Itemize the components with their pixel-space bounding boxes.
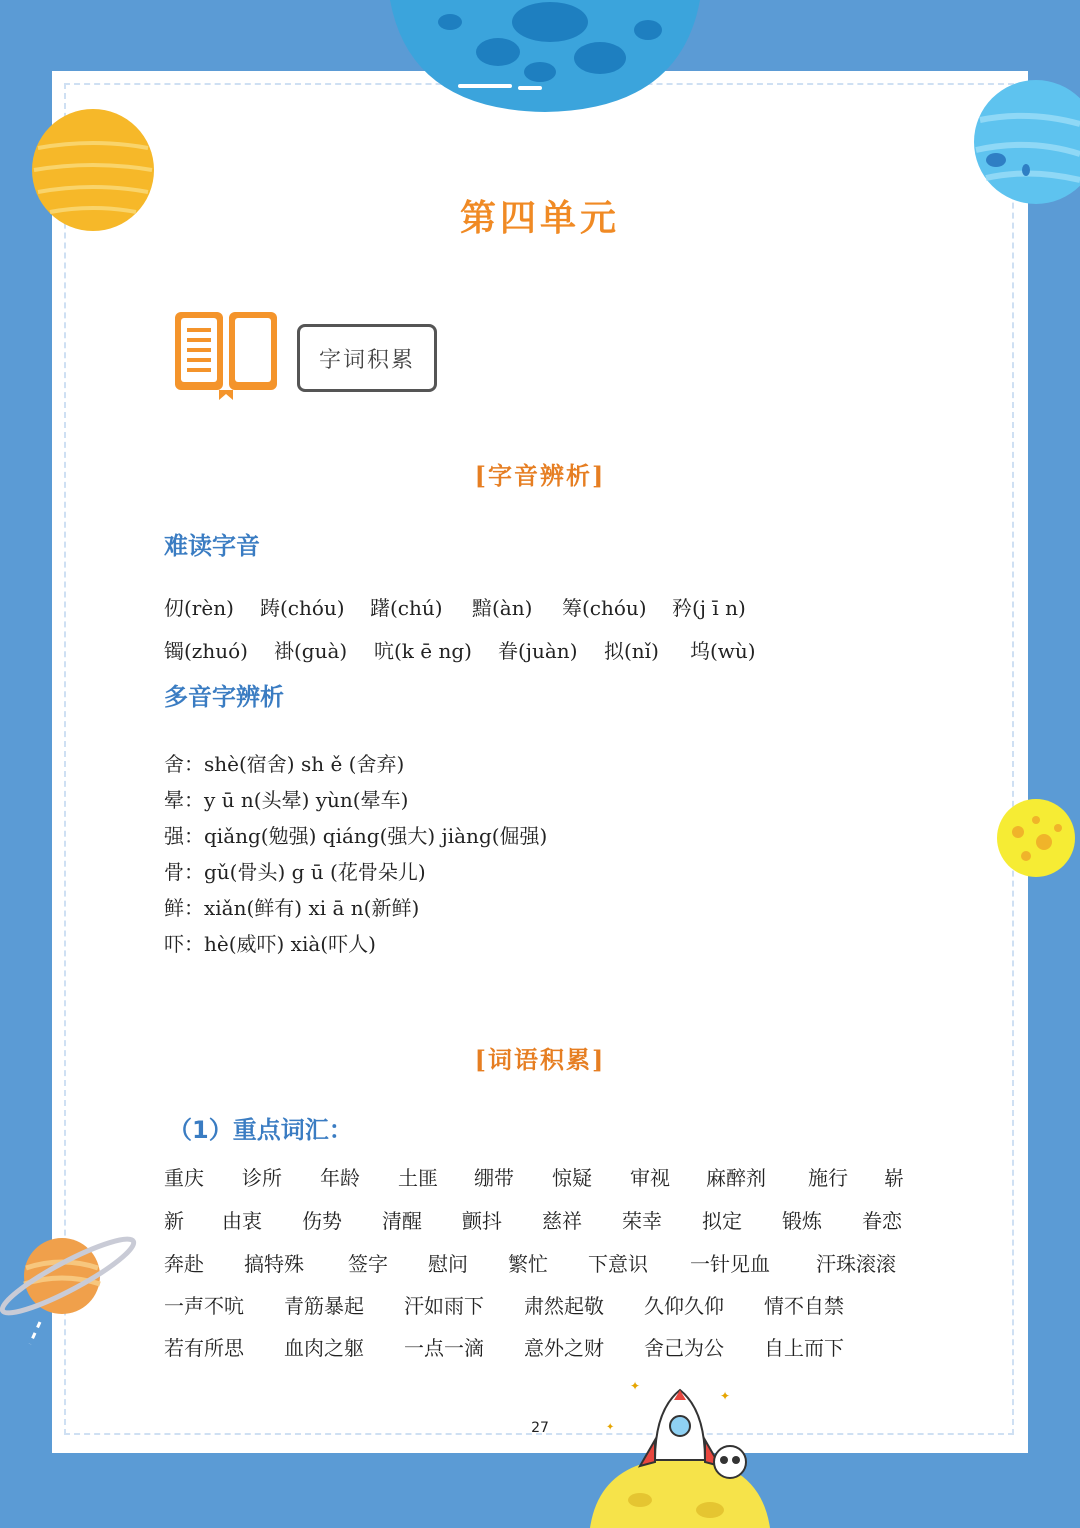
vocab-word: 舍己为公 <box>644 1336 724 1360</box>
svg-text:✦: ✦ <box>606 1422 615 1433</box>
char-item: 矜(j ī n) <box>672 596 746 620</box>
polyphonic-line: 鲜：xiǎn(鲜有) xi ā n(新鲜) <box>164 896 420 920</box>
heading-key-vocabulary: （1）重点词汇： <box>168 1116 353 1144</box>
vocab-word: 惊疑 <box>552 1166 592 1190</box>
char-item: 坞(wù) <box>690 639 756 663</box>
vocab-word: 重庆 <box>164 1166 204 1190</box>
blue-planet-icon <box>970 80 1080 208</box>
polyphonic-line: 强：qiǎng(勉强) qiáng(强大) jiàng(倔强) <box>164 824 548 848</box>
vocab-word: 奔赴 <box>164 1252 204 1276</box>
polyphonic-line: 骨：gǔ(骨头) g ū (花骨朵儿) <box>164 860 426 884</box>
char-item: 褂(guà) <box>274 639 348 663</box>
svg-text:✦: ✦ <box>720 1389 731 1403</box>
vocab-word: 由衷 <box>222 1209 262 1233</box>
vocab-word: 拟定 <box>702 1209 742 1233</box>
char-item: 黯(àn) <box>472 596 533 620</box>
vocab-word: 若有所思 <box>164 1336 244 1360</box>
vocab-word: 锻炼 <box>782 1209 822 1233</box>
page-title: 第四单元 <box>459 197 620 239</box>
char-item: 镯(zhuó) <box>164 639 248 663</box>
vocab-word: 清醒 <box>382 1209 422 1233</box>
vocab-word: 一针见血 <box>690 1252 770 1276</box>
heading-difficult-pronunciation: 难读字音 <box>164 532 260 560</box>
vocab-word: 汗如雨下 <box>404 1294 484 1318</box>
vocab-word: 新 <box>164 1209 184 1233</box>
polyphonic-line: 晕：y ū n(头晕) yùn(晕车) <box>164 788 409 812</box>
char-item: 躇(chú) <box>370 596 443 620</box>
vocabulary-badge: 字词积累 <box>297 324 437 392</box>
char-item: 踌(chóu) <box>260 596 345 620</box>
vocab-word: 汗珠滚滚 <box>816 1252 896 1276</box>
char-item: 吭(k ē ng) <box>374 639 472 663</box>
char-item: 仞(rèn) <box>164 596 234 620</box>
vocab-word: 慈祥 <box>542 1209 582 1233</box>
vocab-word: 麻醉剂 <box>706 1166 766 1190</box>
vocab-word: 土匪 <box>398 1166 438 1190</box>
char-item: 筹(chóu) <box>562 596 647 620</box>
vocab-word: 青筋暴起 <box>284 1294 364 1318</box>
vocab-word: 伤势 <box>302 1209 342 1233</box>
vocab-word: 年龄 <box>320 1166 360 1190</box>
saturn-icon <box>0 1232 140 1362</box>
vocab-word: 情不自禁 <box>764 1294 844 1318</box>
char-item: 眷(juàn) <box>498 639 578 663</box>
vocab-word: 绷带 <box>474 1166 514 1190</box>
vocab-word: 慰问 <box>428 1252 468 1276</box>
vocab-word: 搞特殊 <box>244 1252 304 1276</box>
vocab-word: 繁忙 <box>508 1252 548 1276</box>
yellow-moon-icon <box>996 798 1080 878</box>
vocab-word: 诊所 <box>242 1166 282 1190</box>
vocab-word: 荣幸 <box>622 1209 662 1233</box>
char-item: 拟(nǐ) <box>604 639 659 663</box>
vocab-word: 自上而下 <box>764 1336 844 1360</box>
vocab-word: 久仰久仰 <box>644 1294 724 1318</box>
vocab-word: 签字 <box>348 1252 388 1276</box>
vocab-word: 意外之财 <box>524 1336 604 1360</box>
book-icon <box>173 308 279 400</box>
blue-moon-icon <box>380 0 710 120</box>
polyphonic-line: 吓：hè(威吓) xià(吓人) <box>164 932 376 956</box>
section-title-vocabulary: [词语积累] <box>474 1045 606 1074</box>
rocket-illustration <box>580 1370 780 1528</box>
vocab-word: 一声不吭 <box>164 1294 244 1318</box>
vocab-word: 下意识 <box>588 1252 648 1276</box>
vocab-word: 施行 <box>808 1166 848 1190</box>
vocab-word: 审视 <box>630 1166 670 1190</box>
heading-polyphonic: 多音字辨析 <box>164 683 284 711</box>
vocab-word: 崭 <box>884 1166 904 1190</box>
vocab-word: 颤抖 <box>462 1209 502 1233</box>
vocab-word: 肃然起敬 <box>524 1294 604 1318</box>
svg-text:✦: ✦ <box>630 1379 641 1393</box>
vocab-word: 眷恋 <box>862 1209 902 1233</box>
vocab-word: 血肉之躯 <box>284 1336 364 1360</box>
polyphonic-line: 舍：shè(宿舍) sh ě (舍弃) <box>164 752 405 776</box>
page-number: 27 <box>531 1420 549 1436</box>
section-title-pronunciation: [字音辨析] <box>474 461 606 490</box>
vocab-word: 一点一滴 <box>404 1336 484 1360</box>
